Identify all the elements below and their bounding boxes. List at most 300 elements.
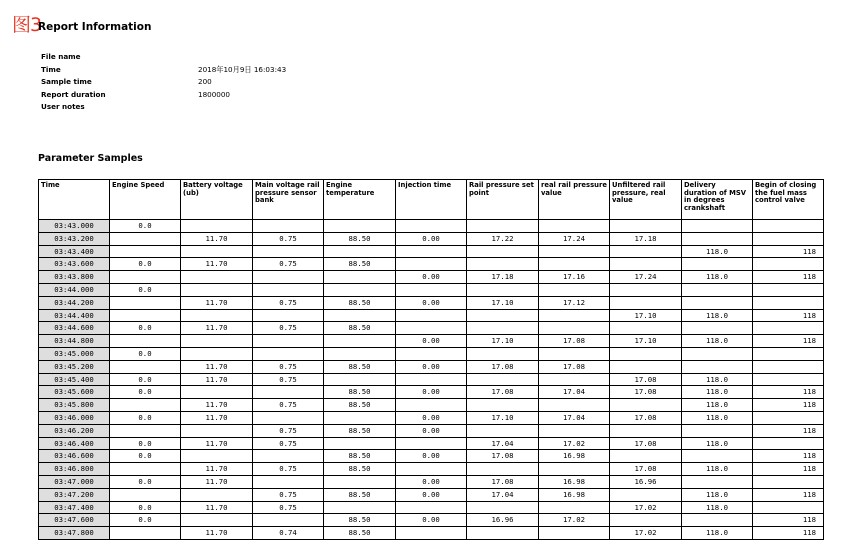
table-cell: 88.50 (324, 258, 396, 271)
table-row (39, 245, 824, 258)
table-cell (610, 488, 682, 501)
time-cell: 03:43.400 (39, 245, 110, 258)
table-cell (396, 437, 467, 450)
info-value: 200 (198, 77, 212, 87)
table-row (39, 335, 824, 348)
table-cell: 11.70 (181, 475, 253, 488)
table-cell (610, 258, 682, 271)
table-cell: 0.0 (110, 373, 181, 386)
table-cell: 11.70 (181, 258, 253, 271)
table-cell (396, 245, 467, 258)
table-cell (110, 424, 181, 437)
time-cell: 03:44.800 (39, 335, 110, 348)
table-cell: 118 (753, 245, 824, 258)
table-cell (110, 335, 181, 348)
table-cell (682, 450, 753, 463)
table-cell (324, 335, 396, 348)
table-cell: 17.02 (539, 437, 610, 450)
table-cell (610, 360, 682, 373)
table-cell (753, 296, 824, 309)
table-cell: 0.0 (110, 514, 181, 527)
table-cell: 0.75 (253, 258, 324, 271)
table-cell: 0.00 (396, 411, 467, 424)
table-cell (682, 296, 753, 309)
table-cell: 11.70 (181, 373, 253, 386)
table-cell (324, 347, 396, 360)
table-cell: 0.75 (253, 463, 324, 476)
table-cell (753, 475, 824, 488)
table-cell (467, 463, 539, 476)
table-cell: 17.24 (539, 232, 610, 245)
table-cell: 0.00 (396, 386, 467, 399)
time-cell: 03:46.000 (39, 411, 110, 424)
table-cell (467, 220, 539, 233)
table-cell: 118.0 (682, 386, 753, 399)
table-cell (396, 309, 467, 322)
table-cell (253, 411, 324, 424)
table-cell (610, 283, 682, 296)
table-cell: 0.75 (253, 360, 324, 373)
table-cell: 11.70 (181, 501, 253, 514)
table-cell: 118 (753, 424, 824, 437)
table-cell (682, 475, 753, 488)
table-cell: 11.70 (181, 232, 253, 245)
table-cell: 0.0 (110, 386, 181, 399)
table-cell (610, 424, 682, 437)
table-cell: 118 (753, 271, 824, 284)
table-cell (324, 271, 396, 284)
table-cell: 0.0 (110, 283, 181, 296)
time-cell: 03:47.400 (39, 501, 110, 514)
table-row (39, 386, 824, 399)
info-label: Report duration (41, 89, 106, 99)
table-row (39, 271, 824, 284)
table-cell (324, 501, 396, 514)
column-header: Delivery duration of MSV in degrees crankshaft (682, 180, 753, 220)
table-cell (467, 245, 539, 258)
table-cell (324, 283, 396, 296)
info-label: User notes (41, 102, 85, 112)
table-cell (682, 347, 753, 360)
table-cell (682, 258, 753, 271)
table-cell: 88.50 (324, 527, 396, 540)
table-cell (324, 411, 396, 424)
table-cell (253, 283, 324, 296)
table-cell: 118 (753, 335, 824, 348)
table-row (39, 220, 824, 233)
column-header: Injection time (396, 180, 467, 220)
table-cell (253, 220, 324, 233)
table-cell (253, 347, 324, 360)
table-cell (110, 488, 181, 501)
table-cell: 17.08 (467, 450, 539, 463)
table-cell (539, 399, 610, 412)
table-cell (110, 463, 181, 476)
table-cell (467, 258, 539, 271)
time-cell: 03:47.200 (39, 488, 110, 501)
table-cell (253, 450, 324, 463)
table-cell: 88.50 (324, 296, 396, 309)
table-cell (324, 373, 396, 386)
time-cell: 03:43.600 (39, 258, 110, 271)
table-row (39, 296, 824, 309)
table-cell (396, 527, 467, 540)
table-cell: 0.00 (396, 488, 467, 501)
table-cell: 0.00 (396, 296, 467, 309)
table-cell: 17.02 (610, 527, 682, 540)
table-cell (396, 501, 467, 514)
table-cell (110, 296, 181, 309)
table-cell (539, 501, 610, 514)
table-cell (682, 424, 753, 437)
table-cell (753, 373, 824, 386)
table-cell: 88.50 (324, 232, 396, 245)
table-cell (610, 347, 682, 360)
table-cell (110, 360, 181, 373)
table-cell: 118 (753, 488, 824, 501)
table-cell (539, 322, 610, 335)
time-cell: 03:45.000 (39, 347, 110, 360)
table-cell: 88.50 (324, 360, 396, 373)
table-cell: 17.10 (467, 296, 539, 309)
table-row (39, 527, 824, 540)
table-cell (396, 463, 467, 476)
table-cell: 11.70 (181, 437, 253, 450)
time-cell: 03:46.800 (39, 463, 110, 476)
table-cell: 0.74 (253, 527, 324, 540)
time-cell: 03:45.600 (39, 386, 110, 399)
info-value: 1800000 (198, 89, 231, 99)
time-cell: 03:43.200 (39, 232, 110, 245)
table-header (39, 180, 824, 220)
table-cell: 17.08 (610, 373, 682, 386)
table-cell: 0.75 (253, 232, 324, 245)
table-cell: 0.0 (110, 501, 181, 514)
table-cell: 118.0 (682, 245, 753, 258)
table-cell (682, 360, 753, 373)
table-cell: 0.0 (110, 475, 181, 488)
table-cell: 118.0 (682, 411, 753, 424)
table-cell: 11.70 (181, 527, 253, 540)
table-cell (253, 475, 324, 488)
column-header: Unfiltered rail pressure, real value (610, 180, 682, 220)
table-cell (396, 399, 467, 412)
table-cell: 118 (753, 309, 824, 322)
parameter-samples-table (38, 179, 824, 540)
table-cell: 0.00 (396, 335, 467, 348)
table-cell: 0.0 (110, 322, 181, 335)
table-cell (539, 463, 610, 476)
table-cell: 11.70 (181, 296, 253, 309)
table-cell: 11.70 (181, 360, 253, 373)
table-cell (110, 527, 181, 540)
table-row (39, 501, 824, 514)
table-cell (539, 527, 610, 540)
table-cell (110, 399, 181, 412)
table-cell: 0.0 (110, 220, 181, 233)
table-cell: 17.18 (610, 232, 682, 245)
info-label: Sample time (41, 77, 92, 87)
table-cell: 118.0 (682, 399, 753, 412)
table-cell (753, 437, 824, 450)
time-cell: 03:45.800 (39, 399, 110, 412)
table-cell (539, 258, 610, 271)
table-cell (682, 283, 753, 296)
table-cell (610, 220, 682, 233)
table-cell (753, 220, 824, 233)
table-cell (539, 373, 610, 386)
table-cell: 0.00 (396, 475, 467, 488)
table-cell: 17.02 (539, 514, 610, 527)
table-row (39, 463, 824, 476)
table-cell: 17.04 (539, 411, 610, 424)
table-cell: 11.70 (181, 463, 253, 476)
table-cell (753, 232, 824, 245)
table-cell: 17.08 (610, 437, 682, 450)
table-cell (181, 220, 253, 233)
table-cell (396, 258, 467, 271)
table-cell (253, 335, 324, 348)
table-cell: 118.0 (682, 463, 753, 476)
table-cell (110, 271, 181, 284)
table-cell: 0.75 (253, 424, 324, 437)
info-value: 2018年10月9日 16:03:43 (198, 64, 287, 74)
table-cell (253, 514, 324, 527)
info-label: File name (41, 52, 81, 61)
table-row (39, 450, 824, 463)
table-cell (610, 322, 682, 335)
table-row (39, 232, 824, 245)
table-row (39, 514, 824, 527)
table-cell (682, 232, 753, 245)
table-cell (610, 399, 682, 412)
table-cell (396, 283, 467, 296)
table-cell: 118 (753, 399, 824, 412)
table-cell: 118.0 (682, 527, 753, 540)
table-cell (467, 322, 539, 335)
table-cell: 17.08 (467, 475, 539, 488)
table-cell: 118 (753, 527, 824, 540)
table-row (39, 488, 824, 501)
table-row (39, 347, 824, 360)
column-header: Begin of closing the fuel mass control valve (753, 180, 824, 220)
report-title: Report Information (38, 21, 152, 33)
table-cell (396, 220, 467, 233)
table-cell: 16.98 (539, 450, 610, 463)
table-row (39, 373, 824, 386)
table-cell: 118.0 (682, 271, 753, 284)
table-cell: 17.18 (467, 271, 539, 284)
table-cell (396, 322, 467, 335)
table-cell (110, 232, 181, 245)
table-cell: 17.12 (539, 296, 610, 309)
table-cell (610, 245, 682, 258)
table-cell: 17.10 (467, 335, 539, 348)
table-cell (467, 424, 539, 437)
table-cell: 17.04 (539, 386, 610, 399)
column-header: real rail pressure value (539, 180, 610, 220)
table-cell: 16.98 (539, 488, 610, 501)
table-cell (396, 347, 467, 360)
table-cell: 0.00 (396, 450, 467, 463)
table-cell: 88.50 (324, 488, 396, 501)
table-row (39, 424, 824, 437)
table-cell (467, 501, 539, 514)
time-cell: 03:44.200 (39, 296, 110, 309)
table-cell: 17.22 (467, 232, 539, 245)
table-cell: 88.50 (324, 322, 396, 335)
table-cell (253, 245, 324, 258)
table-cell: 118 (753, 450, 824, 463)
table-cell: 118.0 (682, 488, 753, 501)
time-cell: 03:45.200 (39, 360, 110, 373)
table-cell: 0.0 (110, 411, 181, 424)
table-cell (753, 347, 824, 360)
time-cell: 03:46.200 (39, 424, 110, 437)
column-header: Main voltage rail pressure sensor bank (253, 180, 324, 220)
table-cell: 17.04 (467, 437, 539, 450)
table-cell: 11.70 (181, 322, 253, 335)
table-cell (181, 488, 253, 501)
table-cell: 16.96 (610, 475, 682, 488)
table-cell: 17.16 (539, 271, 610, 284)
table-cell: 88.50 (324, 424, 396, 437)
table-cell (539, 283, 610, 296)
table-row (39, 322, 824, 335)
table-cell (539, 245, 610, 258)
table-cell (181, 271, 253, 284)
table-row (39, 437, 824, 450)
table-cell: 0.0 (110, 437, 181, 450)
table-cell: 0.75 (253, 501, 324, 514)
table-cell (253, 309, 324, 322)
table-cell: 118 (753, 463, 824, 476)
table-cell: 118.0 (682, 309, 753, 322)
table-cell (181, 283, 253, 296)
table-cell: 88.50 (324, 450, 396, 463)
table-cell: 0.00 (396, 271, 467, 284)
table-cell (181, 335, 253, 348)
table-cell: 11.70 (181, 411, 253, 424)
table-cell: 17.08 (467, 386, 539, 399)
table-cell: 118 (753, 514, 824, 527)
table-cell (253, 271, 324, 284)
table-cell: 0.75 (253, 296, 324, 309)
table-cell: 17.08 (610, 386, 682, 399)
column-header: Battery voltage (ub) (181, 180, 253, 220)
table-cell (253, 386, 324, 399)
table-cell (467, 309, 539, 322)
table-cell (467, 347, 539, 360)
table-cell (753, 501, 824, 514)
time-cell: 03:46.400 (39, 437, 110, 450)
table-row (39, 258, 824, 271)
table-cell (396, 373, 467, 386)
table-row (39, 475, 824, 488)
table-cell (753, 411, 824, 424)
table-cell: 118 (753, 386, 824, 399)
table-cell: 88.50 (324, 463, 396, 476)
table-cell: 16.96 (467, 514, 539, 527)
table-cell: 0.0 (110, 347, 181, 360)
table-cell (110, 245, 181, 258)
table-cell: 17.10 (610, 335, 682, 348)
table-cell: 0.00 (396, 360, 467, 373)
time-cell: 03:45.400 (39, 373, 110, 386)
table-cell (610, 296, 682, 309)
time-cell: 03:47.800 (39, 527, 110, 540)
table-cell (539, 347, 610, 360)
time-cell: 03:44.000 (39, 283, 110, 296)
table-cell (682, 220, 753, 233)
table-cell: 0.00 (396, 514, 467, 527)
table-cell: 17.10 (610, 309, 682, 322)
table-cell (539, 309, 610, 322)
table-cell (610, 514, 682, 527)
table-cell: 17.04 (467, 488, 539, 501)
time-cell: 03:47.000 (39, 475, 110, 488)
table-row (39, 309, 824, 322)
column-header: Engine temperature (324, 180, 396, 220)
table-cell: 0.00 (396, 424, 467, 437)
table-cell (181, 347, 253, 360)
table-cell (324, 437, 396, 450)
table-row (39, 411, 824, 424)
column-header: Rail pressure set point (467, 180, 539, 220)
figure-annotation-mark: 图3 (12, 14, 42, 36)
table-cell: 0.0 (110, 450, 181, 463)
info-label: Time (41, 64, 61, 74)
table-cell (324, 309, 396, 322)
parameter-samples-title: Parameter Samples (38, 153, 143, 164)
table-cell (324, 475, 396, 488)
table-cell (181, 386, 253, 399)
table-cell: 17.24 (610, 271, 682, 284)
table-cell (110, 309, 181, 322)
table-header-row (39, 180, 824, 220)
table-cell: 17.08 (539, 360, 610, 373)
table-cell (682, 322, 753, 335)
table-cell (181, 245, 253, 258)
table-cell: 17.10 (467, 411, 539, 424)
table-cell (539, 424, 610, 437)
time-cell: 03:43.000 (39, 220, 110, 233)
table-cell (753, 360, 824, 373)
table-cell (324, 220, 396, 233)
table-cell (467, 283, 539, 296)
time-cell: 03:44.600 (39, 322, 110, 335)
table-cell: 0.75 (253, 373, 324, 386)
table-cell (682, 514, 753, 527)
table-cell (753, 283, 824, 296)
table-cell (181, 514, 253, 527)
table-cell (181, 424, 253, 437)
column-header: Engine Speed (110, 180, 181, 220)
table-cell (753, 322, 824, 335)
column-header: Time (39, 180, 110, 220)
table-cell: 88.50 (324, 386, 396, 399)
table-cell (539, 220, 610, 233)
table-cell: 17.08 (467, 360, 539, 373)
table-cell (181, 450, 253, 463)
table-cell: 118.0 (682, 373, 753, 386)
table-row (39, 283, 824, 296)
table-cell: 17.02 (610, 501, 682, 514)
table-cell: 118.0 (682, 501, 753, 514)
table-cell (610, 450, 682, 463)
time-cell: 03:44.400 (39, 309, 110, 322)
table-cell: 0.0 (110, 258, 181, 271)
